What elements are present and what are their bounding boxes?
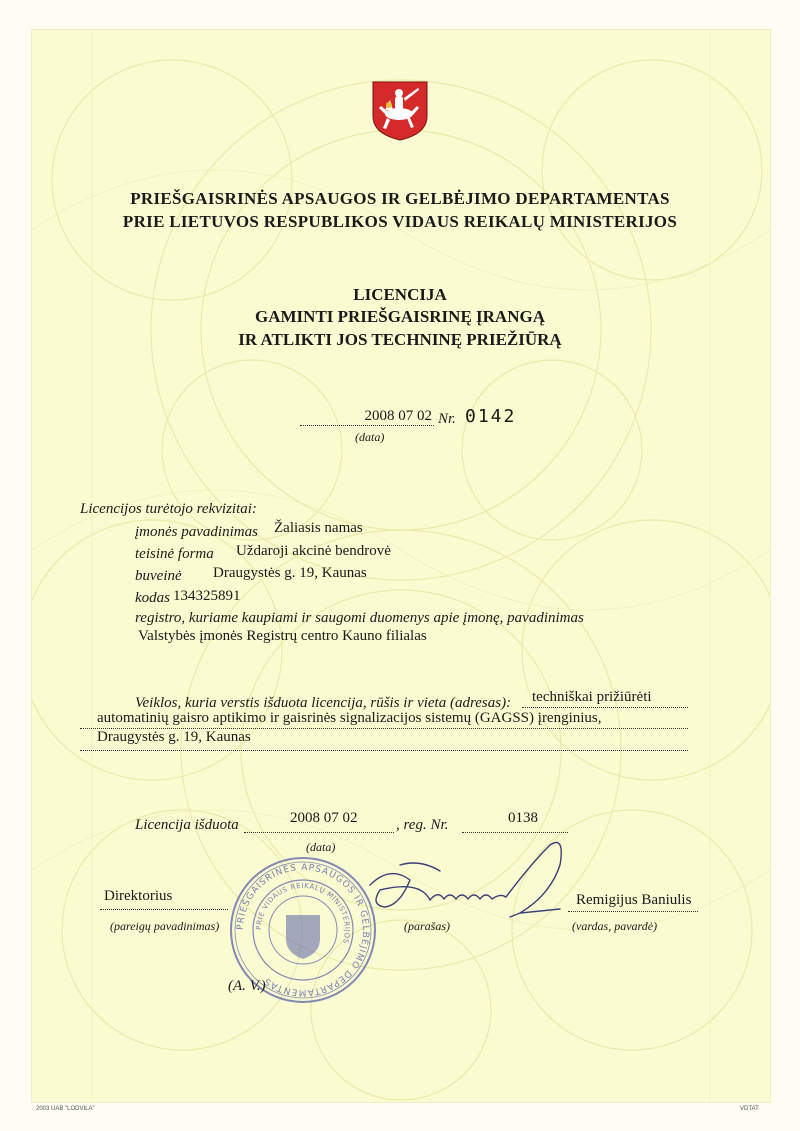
activity-label: Veiklos, kuria verstis išduota licencija, rūšis ir vieta (adresas):: [135, 695, 512, 711]
coat-of-arms-icon: [371, 80, 429, 142]
seat-value: Draugystės g. 19, Kaunas: [213, 565, 367, 581]
company-name-label: įmonės pavadinimas: [135, 524, 258, 540]
activity-line1: techniškai prižiūrėti: [532, 689, 652, 705]
license-number: 0142: [465, 406, 517, 427]
license-subtitle-line1: GAMINTI PRIEŠGAISRINĘ ĮRANGĄ: [255, 307, 545, 326]
issued-date-rule: [244, 832, 394, 833]
code-label: kodas: [135, 590, 170, 606]
activity-line3: Draugystės g. 19, Kaunas: [97, 729, 251, 745]
signature-caption: (parašas): [404, 919, 451, 933]
seat-label: buveinė: [135, 568, 182, 584]
legal-form-value: Uždaroji akcinė bendrovė: [236, 543, 391, 559]
legal-form-label: teisinė forma: [135, 546, 214, 562]
issued-date: 2008 07 02: [290, 810, 358, 826]
holder-section-label: Licencijos turėtojo rekvizitai:: [80, 501, 257, 517]
activity-line3-rule: [80, 750, 688, 751]
signer-name-caption: (vardas, pavardė): [572, 919, 658, 933]
registry-label: registro, kuriame kaupiami ir saugomi duomenys apie įmonę, pavadinimas: [135, 610, 584, 626]
license-subtitle-line2: IR ATLIKTI JOS TECHNINĘ PRIEŽIŪRĄ: [238, 330, 562, 349]
issued-label: Licencija išduota: [135, 817, 239, 833]
activity-line2: automatinių gaisro aptikimo ir gaisrinės signalizacijos sistemų (GAGSS) įrenginius,: [97, 710, 602, 726]
signer-name-rule: [568, 911, 698, 912]
printer-mark: 2003 UAB "LODVILA": [36, 1106, 95, 1112]
handwritten-signature: [360, 835, 580, 925]
registry-value: Valstybės įmonės Registrų centro Kauno filialas: [138, 628, 427, 644]
svg-text:PRIE VIDAUS REIKALŲ MINISTERIJ: PRIE VIDAUS REIKALŲ MINISTERIJOS: [254, 881, 352, 945]
svg-text:PRIEŠGAISRINĖS APSAUGOS IR GEL: PRIEŠGAISRINĖS APSAUGOS IR GELBĖJIMO DEPARTAMENTAS: [235, 862, 371, 998]
code-value: 134325891: [173, 588, 241, 604]
reg-nr-label: , reg. Nr.: [396, 817, 449, 833]
issued-date-caption: (data): [306, 840, 336, 854]
department-name-line1: PRIEŠGAISRINĖS APSAUGOS IR GELBĖJIMO DEPARTAMENTAS: [130, 189, 670, 208]
department-name-line2: PRIE LIETUVOS RESPUBLIKOS VIDAUS REIKALŲ MINISTERIJOS: [122, 212, 678, 231]
security-print-mark: VDTAT: [740, 1106, 759, 1112]
reg-nr-rule: [462, 832, 568, 833]
company-name-value: Žaliasis namas: [274, 520, 363, 536]
signer-position-caption: (pareigų pavadinimas): [110, 919, 220, 933]
issue-nr-label: Nr.: [438, 411, 456, 427]
activity-line1-rule: [522, 707, 688, 708]
license-title: LICENCIJA: [353, 285, 447, 304]
seal-place-caption: (A. V.): [228, 978, 266, 994]
issue-date-caption: (data): [355, 430, 385, 444]
issue-date: 2008 07 02: [300, 408, 434, 426]
reg-nr-value: 0138: [508, 810, 538, 826]
signer-position: Direktorius: [104, 888, 173, 904]
signer-position-rule: [100, 909, 228, 910]
signer-name: Remigijus Baniulis: [576, 892, 692, 908]
